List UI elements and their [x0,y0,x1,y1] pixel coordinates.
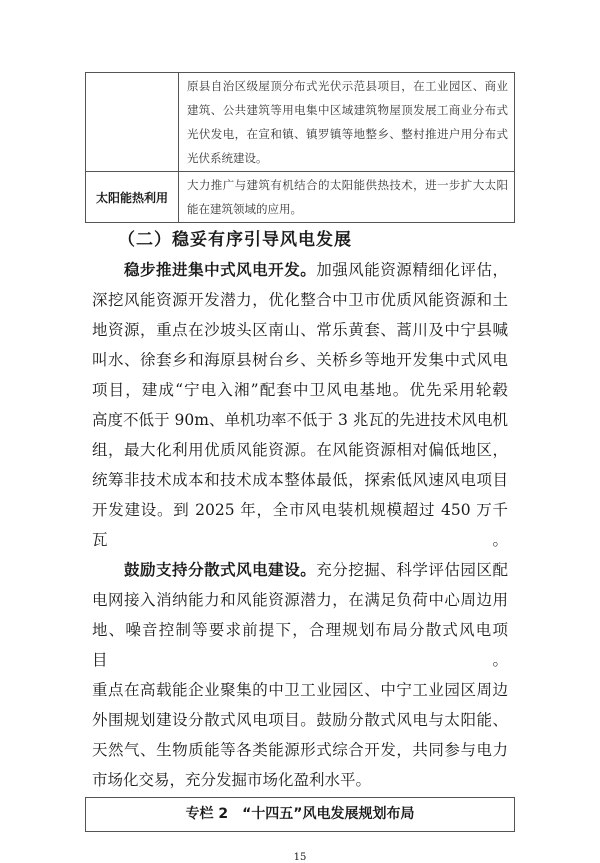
paragraph-line: 叫水、徐套乡和海原县树台乡、关桥乡等地开发集中式风电 [92,351,508,369]
paragraph-line: 天然气、生物质能等各类能源形式综合开发，共同参与电力 [92,741,508,759]
paragraph-line: 深挖风能资源开发潜力，优化整合中卫市优质风能资源和土 [92,291,508,309]
paragraph-line: 地、噪音控制等要求前提下，合理规划布局分散式风电项目。 [92,621,508,669]
table-row [86,73,515,172]
row-label: 太阳能热利用 [86,172,179,223]
table-text-line: 建筑、公共建筑等用电集中区域建筑物屋顶发展工商业分布式 [187,103,508,117]
column-box-title: 专栏 2 “十四五”风电发展规划布局 [85,797,515,832]
paragraph-line: 高度不低于 90m、单机功率不低于 3 兆瓦的先进技术风电机 [92,411,508,429]
line-text: 充分挖掘、科学评估园区配 [316,561,508,579]
paragraph-line [92,555,508,585]
paragraph-line: 重点在高载能企业聚集的中卫工业园区、中宁工业园区周边 [92,681,508,699]
paragraph-line: 电网接入消纳能力和风能资源潜力，在满足负荷中心周边用 [92,591,508,609]
row-label [86,73,179,172]
paragraph-line: 组，最大化利用优质风能资源。在风能资源相对偏低地区， [92,441,508,459]
table-text-line: 能在建筑领域的应用。 [187,202,302,216]
paragraph-line: 市场化交易，充分发掘市场化盈利水平。 [92,771,372,789]
paragraph-line: 开发建设。到 2025 年，全市风电装机规模超过 450 万千瓦。 [92,501,508,549]
table-text-line: 原县自治区级屋顶分布式光伏示范县项目，在工业园区、商业 [187,79,508,93]
line-text: 加强风能资源精细化评估， [316,261,508,279]
table-text-line: 光伏系统建设。 [187,151,268,165]
table-row [86,172,515,223]
paragraph-line: 地资源，重点在沙坡头区南山、常乐黄套、蒿川及中宁县喊 [92,321,508,339]
paragraph-line: 外围规划建设分散式风电项目。鼓励分散式风电与太阳能、 [92,711,508,729]
paragraph-wind-centralized [92,255,508,555]
planning-table [85,72,515,223]
table-text-line: 大力推广与建筑有机结合的太阳能供热技术，进一步扩大太阳 [187,178,508,192]
row-content [179,73,515,172]
section-heading: （二）稳妥有序引导风电发展 [118,230,352,250]
paragraph-line: 项目，建成“宁电入湘”配套中卫风电基地。优先采用轮毂 [92,381,508,399]
paragraph-line: 统筹非技术成本和技术成本整体最低，探索低风速风电项目 [92,471,508,489]
paragraph-wind-distributed [92,555,508,795]
page-number: 15 [293,852,307,863]
paragraph-lead: 稳步推进集中式风电开发。 [124,261,317,279]
paragraph-lead: 鼓励支持分散式风电建设。 [124,561,317,579]
page-content [85,72,515,863]
table-text-line: 光伏发电，在宣和镇、镇罗镇等地整乡、整村推进户用分布式 [187,127,508,141]
paragraph-line [92,255,508,285]
row-content [179,172,515,223]
